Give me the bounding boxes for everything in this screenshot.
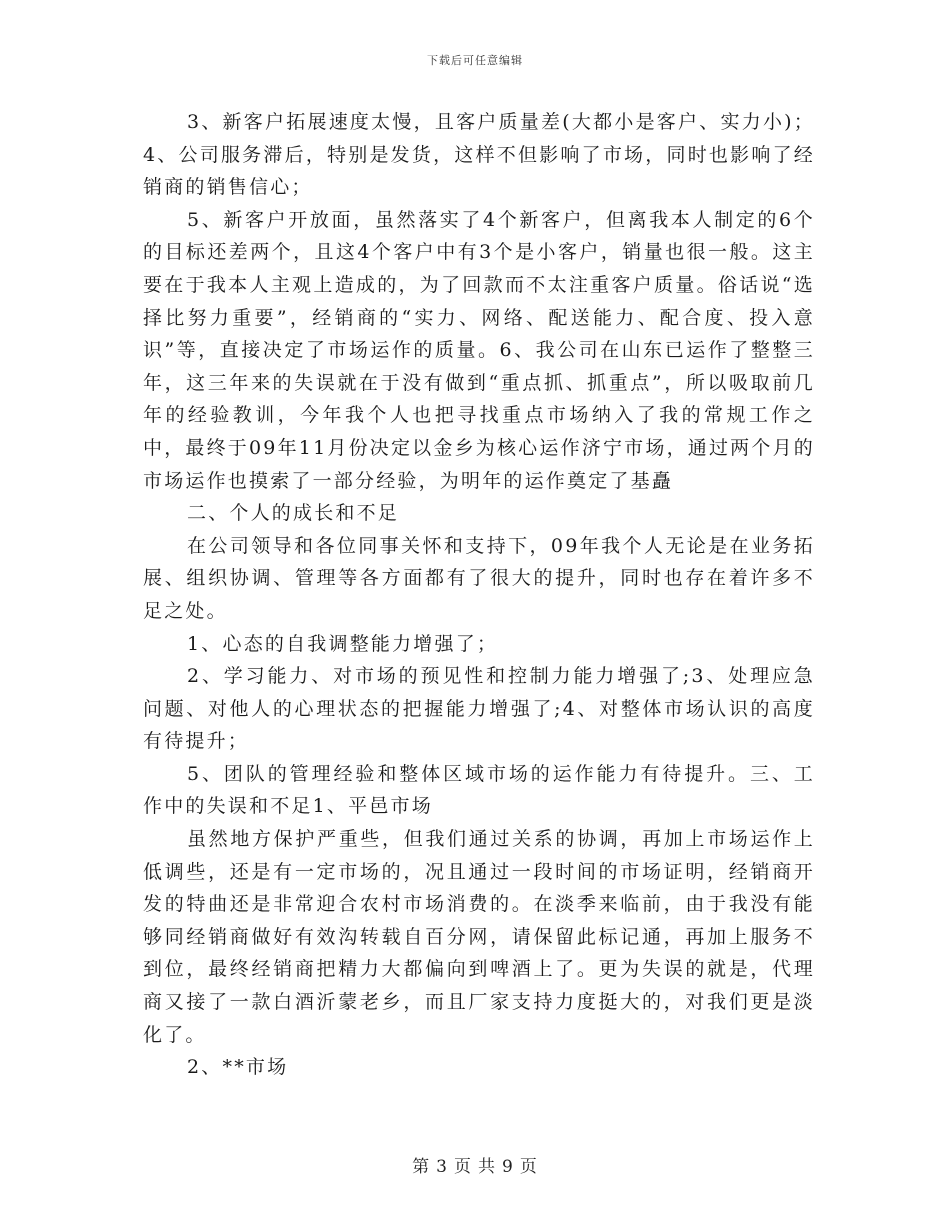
page-label-total-prefix: 共 (478, 1157, 496, 1177)
document-body (143, 106, 815, 1084)
paragraph: 在公司领导和各位同事关怀和支持下，09年我个人无论是在业务拓展、组织协调、管理等各方面都有了很大的提升，同时也存在着许多不足之处。 (143, 534, 815, 622)
section-heading: 二、个人的成长和不足 (187, 502, 400, 525)
page-footer (0, 1152, 950, 1177)
list-item: 2、学习能力、对市场的预见性和控制力能力增强了;3、处理应急问题、对他人的心理状态的把握能力增强了;4、对整体市场认识的高度有待提升； (143, 665, 815, 753)
paragraph: 3、新客户拓展速度太慢，且客户质量差(大都小是客户、实力小)；4、公司服务滞后，特别是发货，这样不但影响了市场，同时也影响了经销商的销售信心； (143, 111, 815, 199)
list-item: 5、团队的管理经验和整体区域市场的运作能力有待提升。三、工作中的失误和不足1、平邑市场 (143, 762, 815, 818)
current-page-number: 3 (436, 1157, 448, 1177)
paragraph: 5、新客户开放面，虽然落实了4个新客户，但离我本人制定的6个的目标还差两个，且这4个客户中有3个是小客户，销量也很一般。这主要在于我本人主观上造成的，为了回款而不太注重客户质量。俗话说“选择比努力重要”，经销商的“实力、网络、配送能力、配合度、投入意识”等，直接决定了市场运作的质量。6、我公司在山东已运作了整整三年，这三年来的失误就在于没有做到“重点抓、抓重点”，所以吸取前几年的经验教训，今年我个人也把寻找重点市场纳入了我的常规工作之中，最终于09年11月份决定以金乡为核心运作济宁市场，通过两个月的市场运作也摸索了一部分经验，为明年的运作奠定了基矗 (143, 208, 815, 492)
page-label-suffix: 页 (519, 1157, 538, 1177)
page-label-prefix: 第 (412, 1157, 431, 1177)
paragraph: 虽然地方保护严重些，但我们通过关系的协调，再加上市场运作上低调些，还是有一定市场的，况且通过一段时间的市场证明，经销商开发的特曲还是非常迎合农村市场消费的。在淡季来临前，由于我没有能够同经销商做好有效沟转载自百分网，请保留此标记通，再加上服务不到位，最终经销商把精力大都偏向到啤酒上了。更为失误的就是，代理商又接了一款白酒沂蒙老乡，而且厂家支持力度挺大的，对我们更是淡化了。 (143, 828, 815, 1046)
page-label-mid: 页 (454, 1157, 472, 1177)
total-pages-number: 9 (502, 1157, 514, 1177)
list-item: 1、心态的自我调整能力增强了； (187, 632, 499, 655)
subsection-heading: 2、**市场 (187, 1056, 289, 1079)
header-note: 下载后可任意编辑 (427, 54, 523, 67)
